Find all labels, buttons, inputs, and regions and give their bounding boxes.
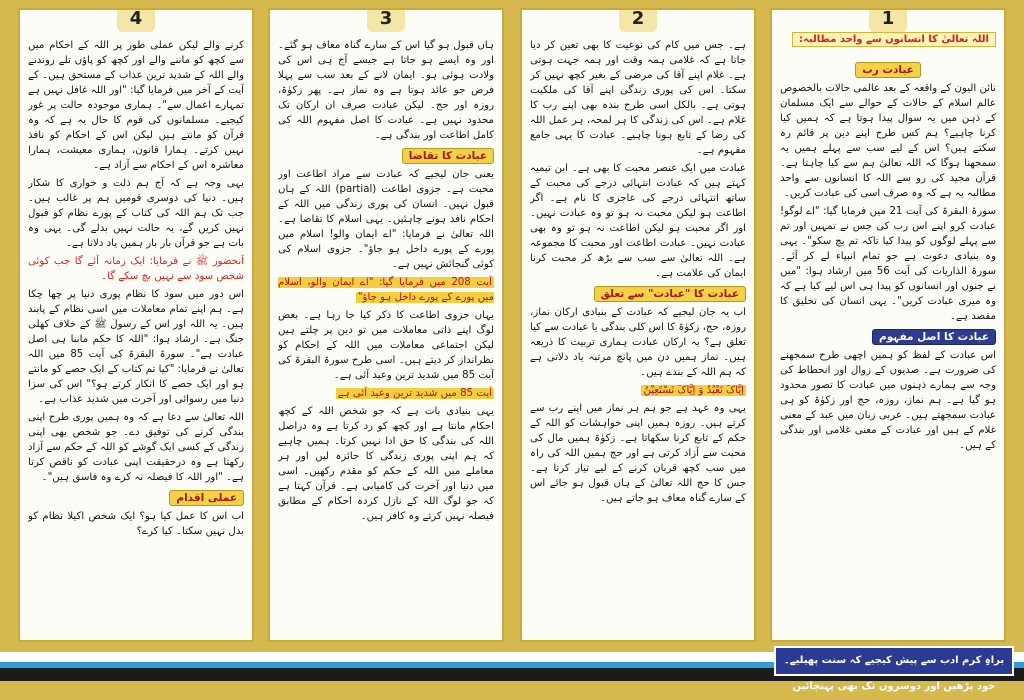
paragraph: کرنے والے لیکن عملی طور پر اللہ کے احکام میں سے کچھ کو ماننے والے اور کچھ کو پاؤں تلے روندنے والے اللہ کے شدید ترین عذاب کے مستحق ہیں۔ کے آیت کے آخر میں فرمایا گیا: "اور اللہ غافل نہیں ہے تمہارے اعمال سے"۔ ہماری موجودہ حالت پر غور کیجیے۔ مسلمانوں کی قوم کا حال یہ ہے کہ وہ قرآن کو مانتے ہیں لیکن اس کے احکام کو نافذ نہیں کرتے۔ ہمارا قانون، ہماری معیشت، ہمارا معاشرہ اس کے احکام سے آزاد ہے۔ — [28, 40, 244, 171]
panel-page-1 — [772, 10, 1004, 640]
paragraph: اب اس کا عمل کیا ہو؟ ایک شخص اکیلا نظام کو بدل نہیں سکتا۔ کیا کرے؟ — [28, 511, 244, 537]
paragraph: اللہ تعالیٰ سے دعا ہے کہ وہ ہمیں پوری طرح اپنی بندگی کرنے کی توفیق دے۔ جو شخص بھی اپنی زندگی کے کسی ایک گوشے کو اللہ کے حکم سے آزاد رکھتا ہے وہ درحقیقت اپنی عبادت کو ناقص کرتا ہے۔ "اور اللہ کا فیصلہ نہ کرے وہ فاسق ہیں"۔ — [28, 412, 244, 483]
page-number-1: 1 — [869, 10, 907, 32]
paragraph: یہی وہ عہد ہے جو ہم ہر نماز میں اپنے رب سے کرتے ہیں۔ روزہ ہمیں اپنی خواہشات کو اللہ کے حکم کے تابع کرنا سکھاتا ہے۔ زکوٰۃ ہمیں مال کی محبت سے آزاد کرتی ہے اور حج ہمیں اللہ کی راہ میں سب کچھ قربان کرنے کے لیے تیار کرتا ہے۔ جس کا حج اللہ تعالیٰ کے ہاں قبول ہو جائے اس کے سارے گناہ معاف ہو جاتے ہیں۔ — [530, 403, 746, 504]
panel-4-body — [28, 38, 244, 630]
paragraph: سورۃ البقرۃ کی آیت 21 میں فرمایا گیا: "اے لوگو! عبادت کرو اپنے اس رب کی جس نے تمہیں اور تم سے پہلے لوگوں کو پیدا کیا تاکہ تم بچ سکو"۔ یہی وہ بنیادی دعوت ہے جو تمام انبیاء لے کر آئے۔ سورۃ الذاریات کی آیت 56 میں ارشاد ہوا: "میں نے جنوں اور انسانوں کو پیدا ہی اس لیے کیا ہے کہ وہ میری عبادت کریں"۔ یہی انسان کی تخلیق کا مقصد ہے۔ — [780, 206, 996, 322]
highlighted-verse-208: آیت 208 میں فرمایا گیا: "اے ایمان والو، اسلام میں پورے کے پورے داخل ہو جاؤ" — [278, 277, 494, 303]
section-heading-ibadat-demand: عبادت کا تقاضا — [402, 148, 494, 164]
section-heading-true-meaning: عبادت کا اصل مفہوم — [872, 329, 996, 345]
paragraph: یہی وجہ ہے کہ آج ہم ذلت و خواری کا شکار ہیں۔ دنیا کی دوسری قومیں ہم پر غالب ہیں۔ جب تک ہم اللہ کی کتاب کے پورے نظام کو قبول نہیں کریں گے، یہ حالت نہیں بدلے گی۔ یہی وہ بات ہے جو قرآن بار بار ہمیں یاد دلاتا ہے۔ — [28, 178, 244, 249]
panel-2-body — [530, 38, 746, 630]
panel-page-4 — [20, 10, 252, 640]
panel-page-3 — [270, 10, 502, 640]
section-heading-practical-step: عملی اقدام — [169, 490, 244, 506]
paragraph: اب یہ جان لیجیے کہ عبادت کے بنیادی ارکان نماز، روزہ، حج، زکوٰۃ کا اس کلی بندگی یا عبادت سے کیا تعلق ہے؟ یہ ارکان عبادت ہماری تربیت کا ذریعہ ہیں۔ نماز ہمیں دن میں پانچ مرتبہ یاد دلاتی ہے کہ ہم اللہ کے بندے ہیں۔ — [530, 307, 746, 378]
panel-1-body — [780, 60, 996, 630]
paragraph: اس دور میں سود کا نظام پوری دنیا پر چھا چکا ہے۔ ہم اپنے تمام معاملات میں اسی نظام کے پابند ہیں۔ یہ اللہ اور اس کے رسول ﷺ کے خلاف کھلی جنگ ہے۔ ارشاد ہوا: "اللہ کا حکم ماننا ہی اصل عبادت ہے"۔ سورۃ البقرۃ کی آیت 85 میں اللہ تعالیٰ نے فرمایا: "کیا تم کتاب کے ایک حصے کو مانتے ہو اور ایک حصے کا انکار کرتے ہو؟" اس کی سزا دنیا میں رسوائی اور آخرت میں شدید عذاب ہے۔ — [28, 289, 244, 405]
paragraph: یعنی جان لیجیے کہ عبادت سے مراد اطاعت اور محبت ہے۔ جزوی اطاعت (partial) اللہ کے ہاں قبول نہیں۔ انسان کی پوری زندگی میں اللہ کے احکام نافذ ہونے چاہئیں۔ یہی اسلام کا تقاضا ہے۔ اللہ تعالیٰ نے فرمایا: "اے ایمان والو! اسلام میں پورے کے پورے داخل ہو جاؤ"۔ جزوی اسلام کی کوئی گنجائش نہیں ہے۔ — [278, 169, 494, 270]
paragraph: یہی بنیادی بات ہے کہ جو شخص اللہ کے کچھ احکام مانتا ہے اور کچھ کو رد کرتا ہے وہ دراصل اللہ کی بندگی کا حق ادا نہیں کرتا۔ ہمیں چاہیے کہ ہم اپنی پوری زندگی کا جائزہ لیں اور ہر معاملے میں اللہ کے حکم کو مقدم رکھیں۔ اسی میں دنیا اور آخرت کی کامیابی ہے۔ قرآن کہتا ہے کہ جو لوگ اللہ کے نازل کردہ احکام کے مطابق فیصلہ نہیں کرتے وہ کافر ہیں۔ — [278, 406, 494, 522]
paragraph: ہے۔ جس میں کام کی نوعیت کا بھی تعین کر دیا جاتا ہے کہ غلامی ہمہ وقت اور ہمہ جہت ہوتی ہے۔ غلام اپنے آقا کی مرضی کے بغیر کچھ نہیں کر سکتا۔ اس کی پوری زندگی اپنے آقا کی ملکیت ہوتی ہے۔ بالکل اسی طرح بندہ بھی اپنے رب کا غلام ہے۔ اس کی زندگی کا ہر لمحہ، ہر عمل اللہ کی رضا کے تابع ہونا چاہیے۔ عبادت کا یہی جامع مفہوم ہے۔ — [530, 40, 746, 156]
page-number-2: 2 — [619, 10, 657, 32]
main-title-label: اللہ تعالیٰ کا انسانوں سے واحد مطالبہ: — [792, 32, 996, 47]
section-heading-relation: عبادت کا "عبادت" سے تعلق — [594, 286, 746, 302]
footer-note: براہِ کرم ادب سے پیش کیجیے کہ سنت پھیلیے۔ خود پڑھیں اور دوسروں تک بھی پہنچائیں — [774, 646, 1014, 676]
section-heading-ibadat-rab: عبادت رب — [855, 62, 921, 78]
page-number-4: 4 — [117, 10, 155, 32]
paragraph: یہاں جزوی اطاعت کا ذکر کیا جا رہا ہے۔ بعض لوگ اپنے ذاتی معاملات میں تو دین پر چلتے ہیں لیکن اجتماعی معاملات میں اللہ کے احکام کو نظرانداز کر دیتے ہیں۔ اسی طرح سورۃ البقرۃ کی آیت 85 میں شدید ترین وعید آئی ہے۔ — [278, 310, 494, 381]
paragraph: نائن الیون کے واقعہ کے بعد عالمی حالات بالخصوص عالم اسلام کے حالات کے حوالے سے ایک مسلمان کے ذہن میں یہ سوال پیدا ہوتا ہے کہ ہمیں کیا کرنا چاہیے؟ ہم کس طرح اپنے دین پر قائم رہ سکتے ہیں؟ اس کے لیے سب سے پہلے ہمیں یہ سمجھنا ہوگا کہ اللہ تعالیٰ ہم سے کیا چاہتا ہے۔ قرآن مجید کی رو سے اللہ کا انسانوں سے واحد مطالبہ یہ ہے کہ وہ صرف اسی کی عبادت کریں۔ — [780, 83, 996, 199]
page-number-3: 3 — [367, 10, 405, 32]
paragraph: اس عبادت کے لفظ کو ہمیں اچھی طرح سمجھنے کی ضرورت ہے۔ صدیوں کے زوال اور انحطاط کی وجہ سے ہمارے ذہنوں میں عبادت کا تصور محدود ہو گیا ہے۔ ہم نماز، روزہ، حج اور زکوٰۃ کو ہی عبادت سمجھتے ہیں۔ عربی زبان میں عبد کے معنی غلام کے ہیں اور عبادت کے معنی غلامی اور بندگی کے ہیں۔ — [780, 350, 996, 451]
paragraph: ہاں قبول ہو گیا اس کے سارے گناہ معاف ہو گئے۔ اور وہ ایسے ہو جاتا ہے جیسے آج ہی اس کی ولادت ہوئی ہو۔ ایمان لانے کے بعد سب سے پہلا فرض جو عائد ہوتا ہے وہ نماز ہے۔ پھر زکوٰۃ، روزہ اور حج۔ لیکن عبادت صرف ان ارکان تک محدود نہیں ہے۔ عبادت کا اصل مفہوم اللہ کی کامل اطاعت اور بندگی ہے۔ — [278, 40, 494, 141]
panel-page-2 — [522, 10, 754, 640]
hadith-quote: آنحضور ﷺ نے فرمایا: ایک زمانہ آئے گا جب کوئی شخص سود سے نہیں بچ سکے گا۔ — [28, 256, 244, 282]
panel-3-body — [278, 38, 494, 630]
paragraph: عبادت میں ایک عنصر محبت کا بھی ہے۔ ابن تیمیہ کہتے ہیں کہ عبادت انتہائی درجے کی محبت کے ساتھ انتہائی درجے کی عاجزی کا نام ہے۔ اگر اطاعت ہو لیکن محبت نہ ہو تو وہ عبادت نہیں۔ اور اگر محبت ہو لیکن اطاعت نہ ہو تو وہ بھی عبادت نہیں۔ عبادت اطاعت اور محبت کا مجموعہ ہے۔ اللہ تعالیٰ سے سب سے بڑھ کر محبت کرنا ایمان کی علامت ہے۔ — [530, 163, 746, 279]
highlighted-verse-85: آیت 85 میں شدید ترین وعید آئی ہے — [337, 388, 492, 399]
highlighted-quranic-phrase: اِیَّاکَ نَعْبُدُ وَ اِیَّاکَ نَسْتَعِیْنُ — [643, 385, 744, 396]
